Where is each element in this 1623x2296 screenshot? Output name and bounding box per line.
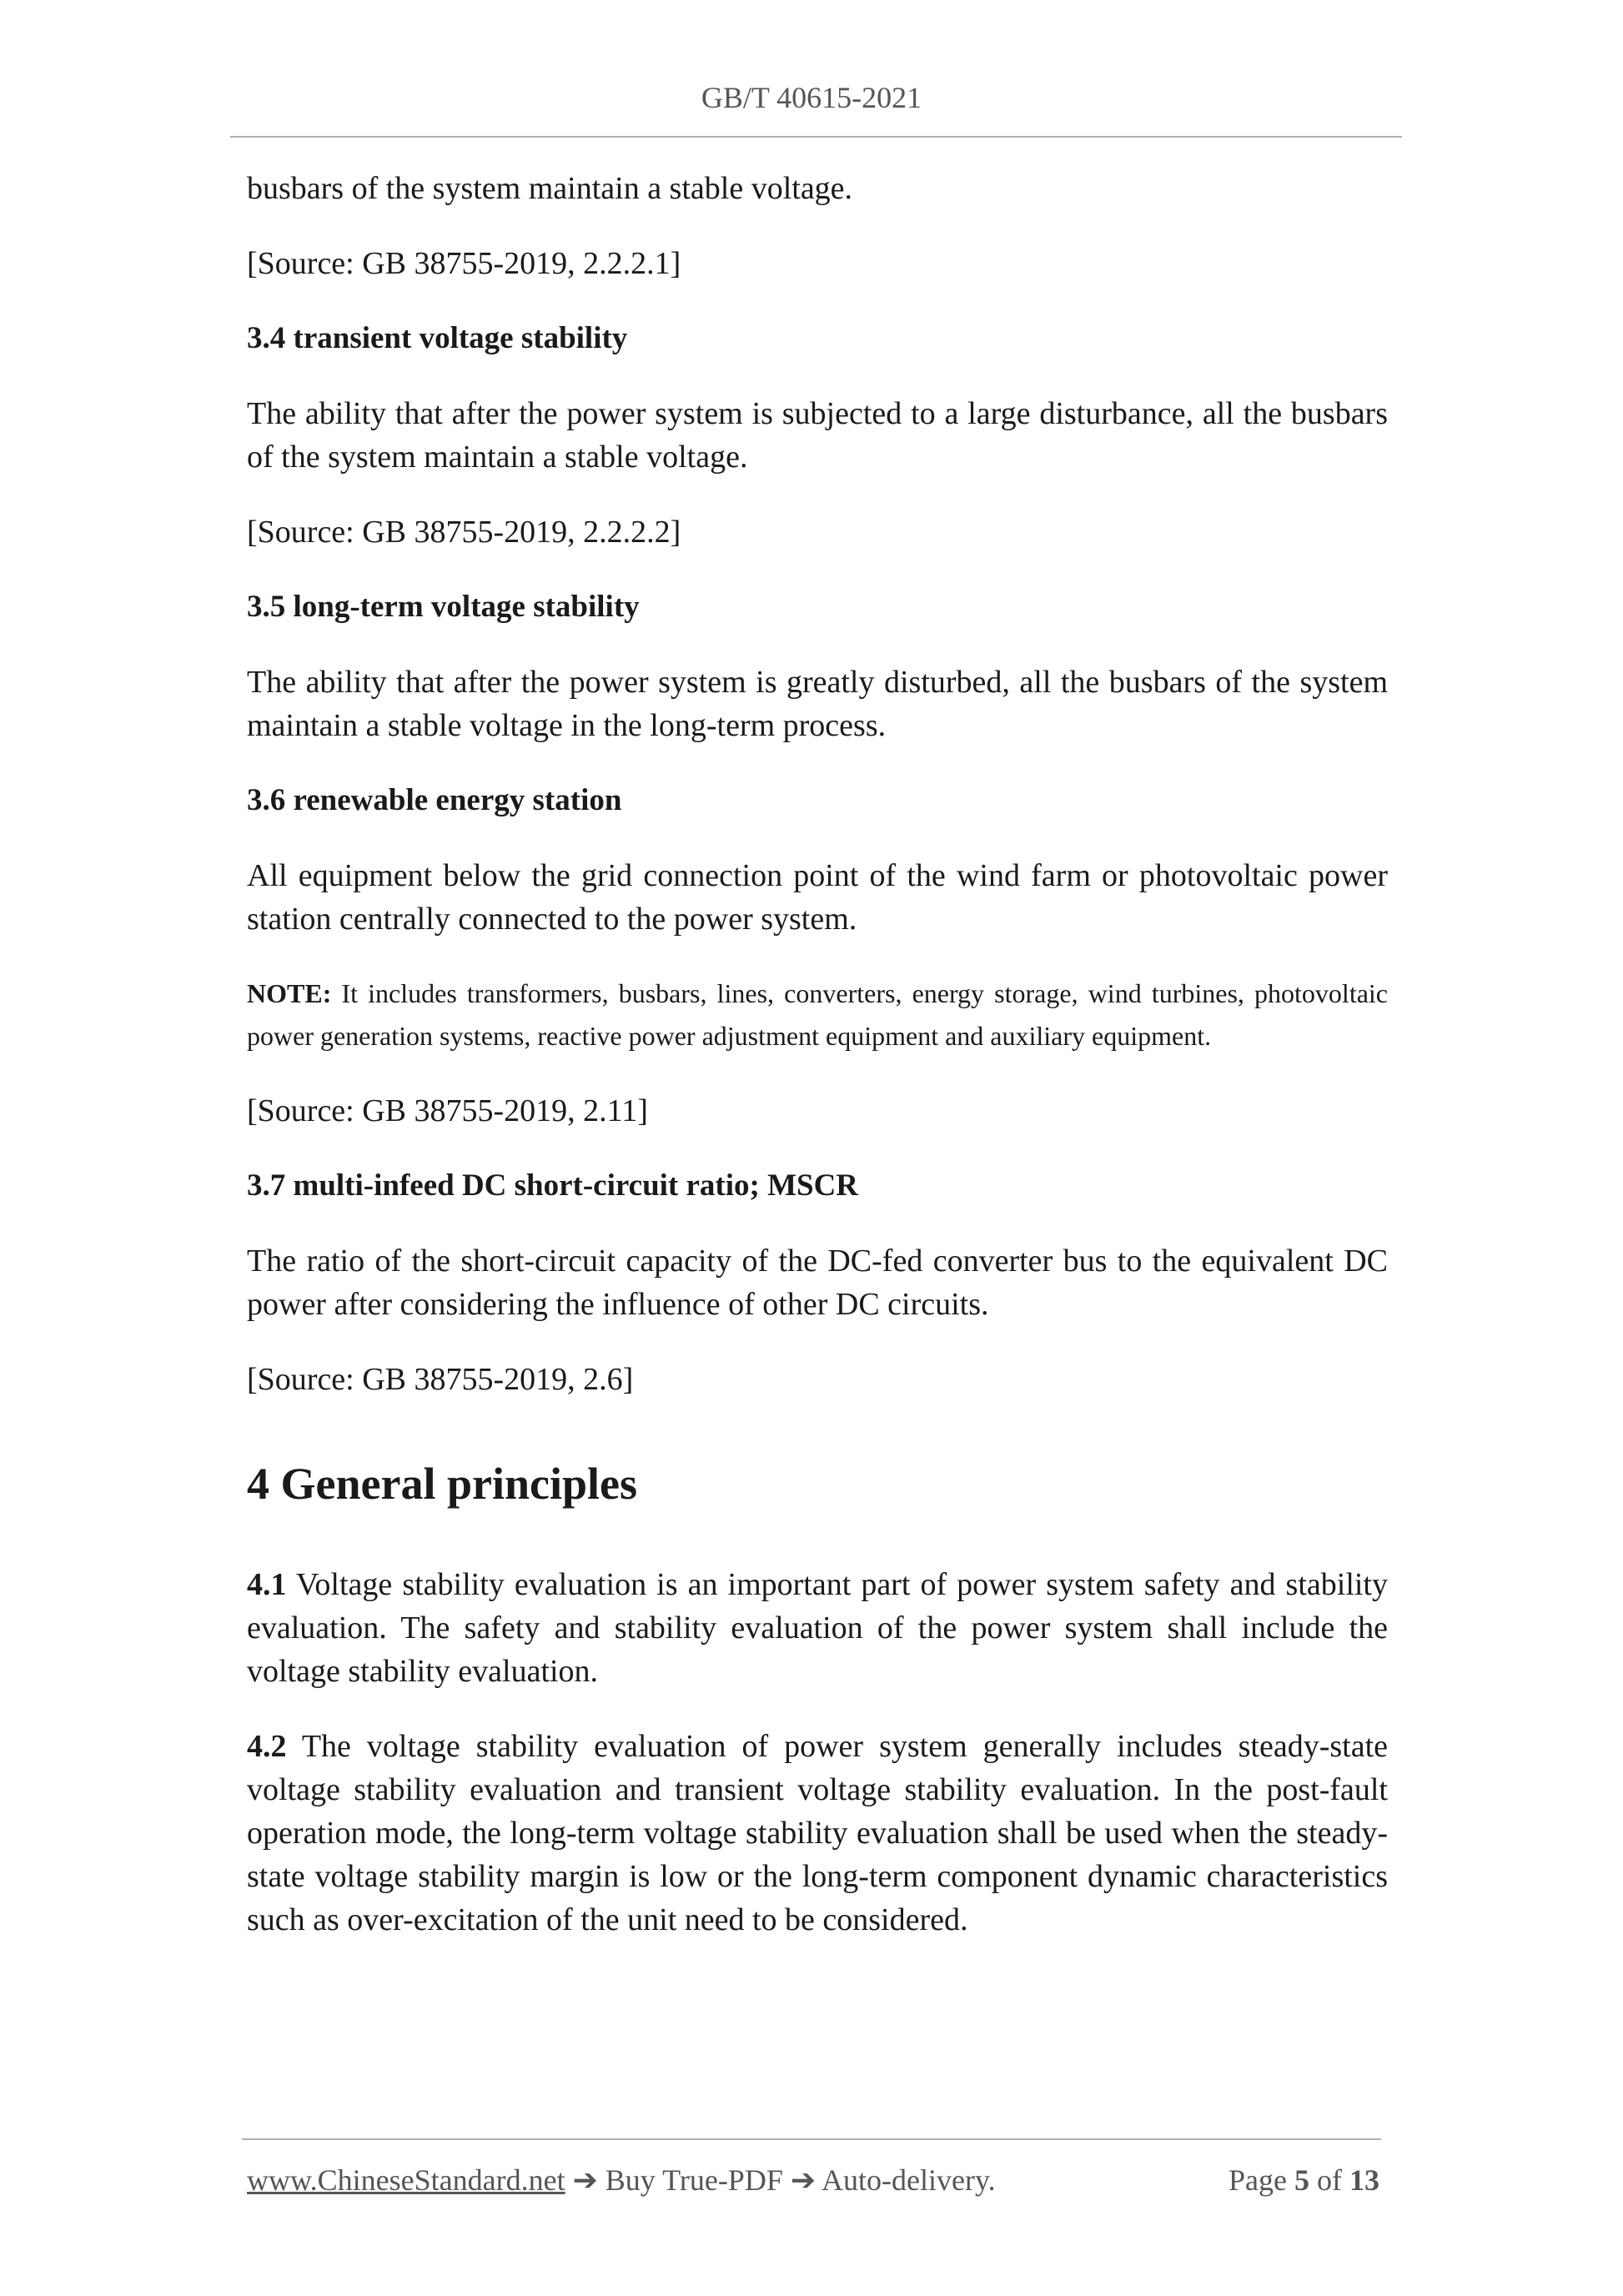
- heading-3-7: 3.7 multi-infeed DC short-circuit ratio; MSCR: [247, 1168, 859, 1203]
- arrow-right-icon: ➔: [782, 2163, 822, 2197]
- source-ref-2-2-2-1: [Source: GB 38755-2019, 2.2.2.1]: [247, 246, 681, 281]
- page-header-title: GB/T 40615-2021: [701, 81, 922, 114]
- website-link[interactable]: www.ChineseStandard.net: [247, 2163, 565, 2197]
- footer-left: [247, 2163, 996, 2198]
- note-label: NOTE:: [247, 978, 332, 1008]
- of-word: of: [1309, 2163, 1349, 2197]
- page-footer: [247, 2163, 1379, 2198]
- page-indicator: [1229, 2163, 1379, 2198]
- paragraph-4-2: [247, 1725, 1388, 1942]
- total-page-count: 13: [1349, 2163, 1379, 2197]
- clause-number-4-1: 4.1: [247, 1567, 287, 1602]
- source-ref-2-11: [Source: GB 38755-2019, 2.11]: [247, 1093, 648, 1128]
- source-ref-2-6: [Source: GB 38755-2019, 2.6]: [247, 1362, 634, 1397]
- heading-3-5: 3.5 long-term voltage stability: [247, 590, 640, 624]
- note-3-6: [247, 972, 1388, 1058]
- paragraph-3-7: The ratio of the short-circuit capacity of the DC-fed converter bus to the equivalent DC power after considering the influence of other DC circuits.: [247, 1243, 1388, 1322]
- arrow-right-icon: ➔: [565, 2163, 605, 2197]
- heading-3-6: 3.6 renewable energy station: [247, 783, 622, 817]
- auto-delivery-text: Auto-delivery.: [822, 2163, 996, 2197]
- paragraph-3-4: The ability that after the power system is subjected to a large disturbance, all the busbars of the system maintain a stable voltage.: [247, 396, 1388, 475]
- section-4-title: 4 General principles: [247, 1459, 637, 1509]
- page-word: Page: [1229, 2163, 1294, 2197]
- paragraph-busbars-continued: busbars of the system maintain a stable voltage.: [247, 171, 853, 206]
- footer-divider: [242, 2138, 1381, 2140]
- note-text: It includes transformers, busbars, lines, converters, energy storage, wind turbines, photovoltaic power generation systems, reactive power adjustment equipment and auxiliary equipment.: [247, 978, 1388, 1051]
- paragraph-3-5: The ability that after the power system is greatly disturbed, all the busbars of the system maintain a stable voltage in the long-term process.: [247, 665, 1388, 743]
- heading-3-4: 3.4 transient voltage stability: [247, 321, 628, 355]
- current-page-number: 5: [1294, 2163, 1309, 2197]
- paragraph-3-6: All equipment below the grid connection point of the wind farm or photovoltaic power station centrally connected to the power system.: [247, 858, 1388, 937]
- clause-text-4-1: Voltage stability evaluation is an important part of power system safety and stability evaluation. The safety and stability evaluation of the power system shall include the voltage stability evaluation.: [247, 1567, 1388, 1689]
- clause-text-4-2: The voltage stability evaluation of power system generally includes steady-state voltage stability evaluation and transient voltage stability evaluation. In the post-fault operation mode, the long-term voltage stability evaluation shall be used when the steady-state voltage stability margin is low or the long-term component dynamic characteristics such as over-excitation of the unit need to be considered.: [247, 1729, 1388, 1937]
- page-content: [247, 167, 1388, 1973]
- buy-pdf-text: Buy True-PDF: [605, 2163, 783, 2197]
- header-divider: [230, 136, 1402, 138]
- source-ref-2-2-2-2: [Source: GB 38755-2019, 2.2.2.2]: [247, 515, 681, 550]
- paragraph-4-1: [247, 1563, 1388, 1693]
- clause-number-4-2: 4.2: [247, 1729, 287, 1764]
